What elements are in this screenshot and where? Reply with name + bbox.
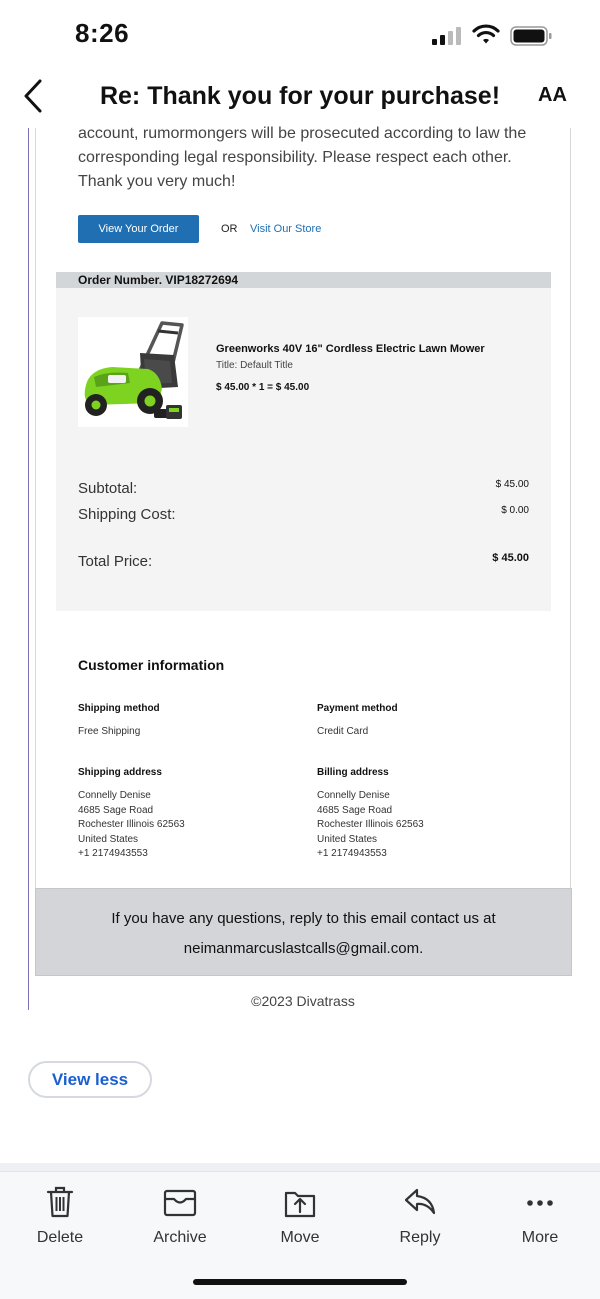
view-order-button[interactable]: View Your Order (78, 215, 199, 243)
shipping-method-title: Shipping method (78, 703, 160, 714)
status-time: 8:26 (75, 18, 130, 48)
reply-icon (403, 1185, 437, 1219)
shipping-cost-label: Shipping Cost: (78, 506, 176, 523)
move-icon (283, 1185, 317, 1219)
home-indicator[interactable] (193, 1279, 407, 1285)
text-size-button[interactable] (538, 84, 574, 110)
shipping-address-line: Rochester Illinois 62563 (78, 819, 185, 830)
product-name[interactable]: Greenworks 40V 16" Cordless Electric Lawn Mower (216, 343, 485, 355)
total-price-value: $ 45.00 (492, 552, 529, 564)
billing-address-line: 4685 Sage Road (317, 804, 393, 816)
billing-address-phone[interactable]: +1 2174943553 (317, 848, 387, 859)
shipping-address-line: 4685 Sage Road (78, 804, 154, 816)
shipping-address-title: Shipping address (78, 767, 162, 778)
shipping-method-value: Free Shipping (78, 726, 141, 737)
product-price-line: $ 45.00 * 1 = $ 45.00 (216, 382, 310, 393)
shipping-address (78, 789, 185, 862)
archive-label: Archive (153, 1229, 207, 1246)
product-variant: Title: Default Title (216, 360, 293, 371)
total-price-label: Total Price: (78, 553, 153, 570)
archive-button[interactable] (135, 1185, 225, 1247)
more-button[interactable] (495, 1185, 585, 1247)
view-less-button[interactable]: View less (28, 1061, 152, 1098)
shipping-address-line: Connelly Denise (78, 790, 151, 801)
shipping-address-line: United States (78, 833, 139, 845)
quote-rule (28, 128, 29, 1010)
move-button[interactable] (255, 1185, 345, 1247)
reply-button[interactable] (375, 1185, 465, 1247)
copyright-text: ©2023 Divatrass (251, 993, 355, 1009)
shipping-cost-value: $ 0.00 (501, 505, 529, 516)
more-label: More (521, 1229, 559, 1246)
delete-button[interactable] (15, 1185, 105, 1247)
payment-method-title: Payment method (317, 703, 398, 714)
email-footer (35, 888, 572, 976)
move-label: Move (280, 1229, 320, 1246)
reply-label: Reply (399, 1229, 441, 1246)
billing-address-line: Connelly Denise (317, 790, 390, 801)
text-size-label: AA (538, 84, 567, 106)
toolbar-separator (0, 1163, 600, 1171)
more-icon (523, 1185, 557, 1219)
billing-address (317, 789, 424, 862)
delete-label: Delete (36, 1229, 84, 1246)
visit-store-link[interactable]: Visit Our Store (250, 223, 322, 235)
billing-address-title: Billing address (317, 767, 389, 778)
payment-method-value: Credit Card (317, 726, 369, 737)
billing-address-line: Rochester Illinois 62563 (317, 819, 424, 830)
lawn-mower-image[interactable] (78, 317, 188, 427)
cellular-signal-icon (432, 27, 464, 45)
or-separator: OR (221, 223, 238, 235)
subtotal-label: Subtotal: (78, 480, 138, 497)
order-number: Order Number. VIP18272694 (78, 273, 239, 287)
footer-contact-text: If you have any questions, reply to this email contact us at (111, 910, 496, 927)
shipping-address-phone[interactable]: +1 2174943553 (78, 848, 148, 859)
subtotal-value: $ 45.00 (495, 479, 529, 490)
footer-contact-email[interactable]: neimanmarcuslastcalls@gmail.com. (183, 940, 424, 957)
trash-icon (45, 1185, 75, 1219)
wifi-icon (472, 23, 500, 45)
archive-icon (163, 1185, 197, 1219)
battery-icon (510, 26, 552, 46)
billing-address-line: United States (317, 833, 378, 845)
customer-info-heading: Customer information (78, 657, 225, 673)
intro-paragraph: account, rumormongers will be prosecuted according to law the corresponding legal responsibility. Please respect each other. Thank you very much! (78, 125, 527, 190)
email-subject-title: Re: Thank you for your purchase! (99, 82, 501, 110)
